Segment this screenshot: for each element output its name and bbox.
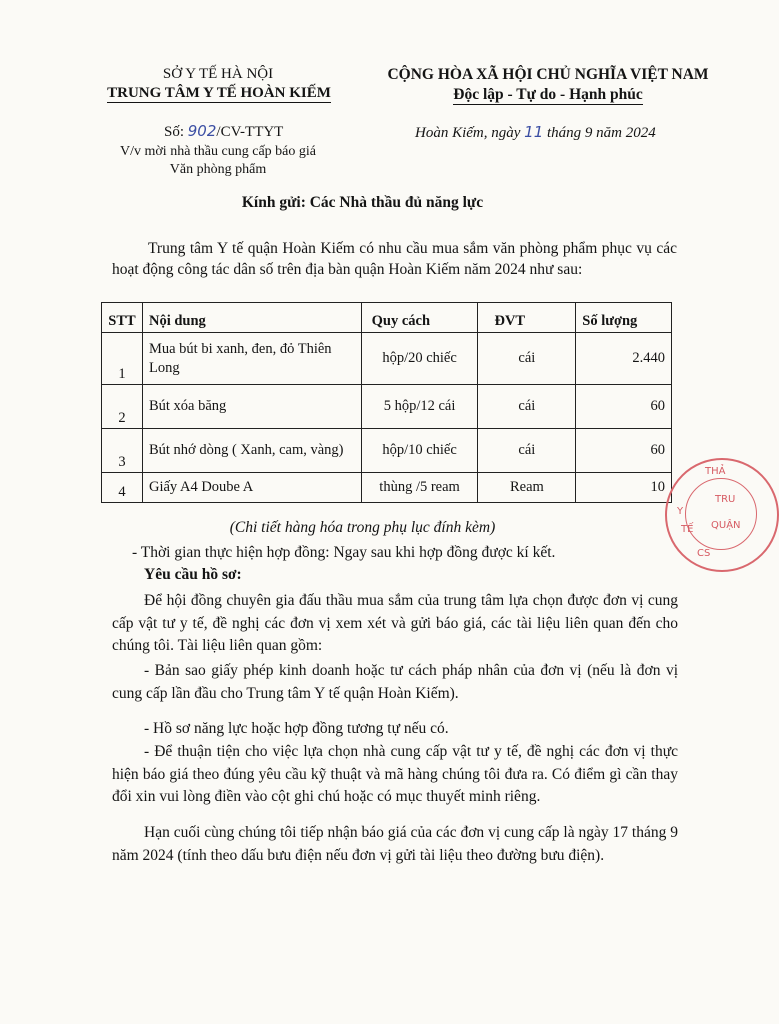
cell-dvt: cái [478, 429, 576, 473]
col-stt-header: STT [102, 303, 143, 333]
cell-so-luong: 60 [576, 385, 672, 429]
document-number [164, 122, 283, 141]
cell-dvt: cái [478, 333, 576, 385]
stamp-text: TRU [715, 494, 736, 505]
so-prefix: Số: [164, 124, 188, 140]
cell-stt: 3 [102, 429, 143, 473]
cell-noi-dung: Mua bút bi xanh, đen, đỏ Thiên Long [142, 333, 361, 385]
goods-table [101, 302, 672, 503]
table-row [102, 473, 672, 503]
table-header-row [102, 303, 672, 333]
motto [378, 86, 718, 104]
paragraph-thuan-tien: - Để thuận tiện cho việc lựa chọn nhà cung cấp vật tư y tế, đề nghị các đơn vị thực hiện báo giá theo đúng yêu cầu kỹ thuật và mã hàng chúng tôi đưa ra. Có điểm gì cần thay đổi xin vui lòng điền vào cột ghi chú hoặc có mục thuyết minh riêng. [112, 743, 678, 806]
col-noi-dung-header: Nội dung [142, 303, 361, 333]
cell-stt: 4 [102, 473, 143, 503]
paragraph-ban-sao: - Bản sao giấy phép kinh doanh hoặc tư cách pháp nhân của đơn vị (nếu là đơn vị cung cấp lần đầu cho Trung tâm Y tế quận Hoàn Kiếm). [112, 662, 678, 702]
cell-so-luong: 2.440 [576, 333, 672, 385]
stamp-inner-ring [685, 478, 757, 550]
cell-noi-dung: Bút nhớ dòng ( Xanh, cam, vàng) [142, 429, 361, 473]
org-name-text: TRUNG TÂM Y TẾ HOÀN KIẾM [107, 85, 331, 101]
cell-stt: 2 [102, 385, 143, 429]
document-date [415, 123, 656, 142]
date-day-handwritten: 11 [524, 123, 544, 141]
stamp-text: THẢ [705, 466, 726, 477]
cell-quy-cach: 5 hộp/12 cái [361, 385, 478, 429]
appendix-note: (Chi tiết hàng hóa trong phụ lục đính kèm) [229, 519, 496, 536]
cell-so-luong: 10 [576, 473, 672, 503]
subject-line-1: V/v mời nhà thầu cung cấp báo giá [120, 144, 316, 159]
contract-time: - Thời gian thực hiện hợp đồng: Ngay sau khi hợp đồng được kí kết. [132, 544, 556, 561]
cell-quy-cach: hộp/20 chiếc [361, 333, 478, 385]
so-number-handwritten: 902 [187, 122, 217, 140]
cell-so-luong: 60 [576, 429, 672, 473]
paragraph-hoi-dong: Để hội đồng chuyên gia đấu thầu mua sắm của trung tâm lựa chọn được đơn vị cung cấp vật tư y tế, đề nghị các đơn vị xem xét và gửi báo giá, các tài liệu liên quan đến cho chúng tôi. Tài liệu liên quan gồm: [112, 592, 678, 655]
stamp-text: CS [697, 548, 711, 559]
subject-line-2: Văn phòng phẩm [169, 162, 267, 177]
paragraph-ho-so: - Hồ sơ năng lực hoặc hợp đồng tương tự nếu có. [144, 720, 449, 737]
cell-noi-dung: Giấy A4 Doube A [142, 473, 361, 503]
country-title: CỘNG HÒA XÃ HỘI CHỦ NGHĨA VIỆT NAM [387, 66, 709, 83]
greeting: Kính gửi: Các Nhà thầu đủ năng lực [241, 194, 484, 211]
table-row [102, 429, 672, 473]
paragraph-han-cuoi: Hạn cuối cùng chúng tôi tiếp nhận báo giá của các đơn vị cung cấp là ngày 17 tháng 9 năm 2024 (tính theo dấu bưu điện nếu đơn vị gửi tài liệu theo đường bưu điện). [112, 824, 678, 864]
stamp-text: Y [677, 506, 684, 517]
stamp-text: TẾ [681, 524, 694, 535]
org-name [104, 85, 334, 102]
cell-quy-cach: thùng /5 ream [361, 473, 478, 503]
table-row [102, 385, 672, 429]
date-suffix: tháng 9 năm 2024 [543, 125, 656, 141]
col-quy-cach-header: Quy cách [361, 303, 478, 333]
intro-paragraph: Trung tâm Y tế quận Hoàn Kiếm có nhu cầu mua sắm văn phòng phẩm phục vụ các hoạt động công tác dân số trên địa bàn quận Hoàn Kiếm năm 2024 như sau: [112, 240, 677, 278]
cell-dvt: cái [478, 385, 576, 429]
cell-quy-cach: hộp/10 chiếc [361, 429, 478, 473]
motto-text: Độc lập - Tự do - Hạnh phúc [453, 86, 643, 103]
table-row [102, 333, 672, 385]
requirements-title: Yêu cầu hồ sơ: [144, 566, 242, 583]
cell-dvt: Ream [478, 473, 576, 503]
cell-noi-dung: Bút xóa băng [142, 385, 361, 429]
col-so-luong-header: Số lượng [576, 303, 672, 333]
date-prefix: Hoàn Kiếm, ngày [415, 125, 525, 141]
stamp-text: QUẬN [711, 520, 741, 531]
cell-stt: 1 [102, 333, 143, 385]
org-parent: SỞ Y TẾ HÀ NỘI [162, 66, 274, 82]
col-dvt-header: ĐVT [478, 303, 576, 333]
so-suffix: /CV-TTYT [216, 124, 284, 140]
